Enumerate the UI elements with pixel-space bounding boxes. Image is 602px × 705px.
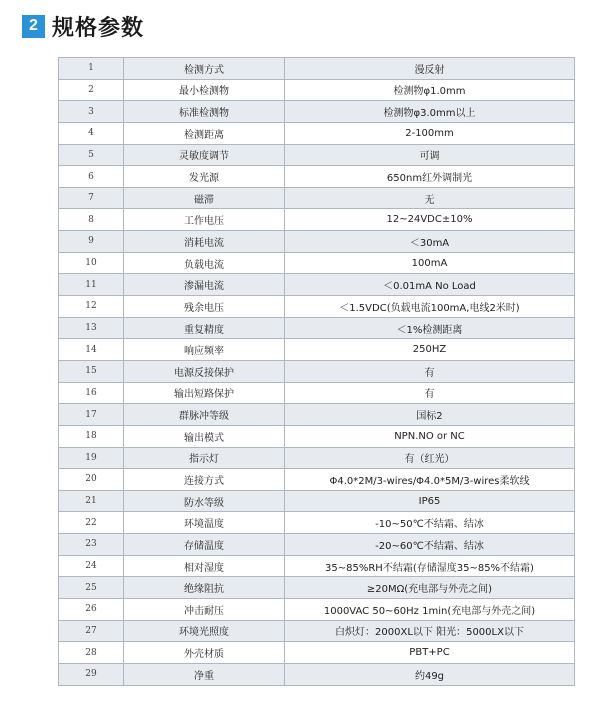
- spec-value: 有（红光）: [285, 447, 575, 469]
- spec-value: 35~85%RH不结霜(存储湿度35~85%不结霜): [285, 555, 575, 577]
- spec-row: [59, 317, 575, 339]
- spec-name: 绝缘阻抗: [124, 577, 285, 599]
- spec-row: [59, 144, 575, 166]
- spec-number: 5: [59, 144, 124, 166]
- spec-row: [59, 360, 575, 382]
- spec-name: 冲击耐压: [124, 599, 285, 621]
- spec-value: IP65: [285, 490, 575, 512]
- spec-value: ＜1%检测距离: [285, 317, 575, 339]
- spec-number: 28: [59, 642, 124, 664]
- spec-name: 环境温度: [124, 512, 285, 534]
- spec-row: [59, 620, 575, 642]
- spec-name: 重复精度: [124, 317, 285, 339]
- spec-number: 22: [59, 512, 124, 534]
- spec-row: [59, 404, 575, 426]
- spec-name: 工作电压: [124, 209, 285, 231]
- spec-value: 650nm红外调制光: [285, 166, 575, 188]
- spec-name: 连接方式: [124, 469, 285, 491]
- spec-name: 指示灯: [124, 447, 285, 469]
- spec-row: [59, 187, 575, 209]
- spec-value: 检测物φ3.0mm以上: [285, 101, 575, 123]
- spec-value: ＜0.01mA No Load: [285, 274, 575, 296]
- spec-name: 输出模式: [124, 425, 285, 447]
- section-number-badge: 2: [22, 15, 45, 38]
- spec-value: 检测物φ1.0mm: [285, 79, 575, 101]
- spec-row: [59, 252, 575, 274]
- spec-name: 输出短路保护: [124, 382, 285, 404]
- spec-number: 24: [59, 555, 124, 577]
- spec-row: [59, 296, 575, 318]
- spec-value: 国标2: [285, 404, 575, 426]
- spec-number: 25: [59, 577, 124, 599]
- spec-value: 100mA: [285, 252, 575, 274]
- spec-number: 21: [59, 490, 124, 512]
- spec-row: [59, 339, 575, 361]
- spec-name: 群脉冲等级: [124, 404, 285, 426]
- spec-number: 8: [59, 209, 124, 231]
- spec-number: 2: [59, 79, 124, 101]
- spec-value: 无: [285, 187, 575, 209]
- spec-name: 负载电流: [124, 252, 285, 274]
- spec-number: 1: [59, 58, 124, 80]
- spec-row: [59, 663, 575, 685]
- spec-row: [59, 101, 575, 123]
- spec-value: 有: [285, 360, 575, 382]
- spec-name: 磁滞: [124, 187, 285, 209]
- spec-row: [59, 642, 575, 664]
- spec-value: -20~60℃不结霜、结冰: [285, 534, 575, 556]
- spec-number: 12: [59, 296, 124, 318]
- spec-row: [59, 599, 575, 621]
- spec-name: 相对湿度: [124, 555, 285, 577]
- spec-value: 2-100mm: [285, 122, 575, 144]
- spec-number: 15: [59, 360, 124, 382]
- spec-row: [59, 231, 575, 253]
- spec-name: 检测距离: [124, 122, 285, 144]
- spec-row: [59, 534, 575, 556]
- spec-name: 渗漏电流: [124, 274, 285, 296]
- spec-row: [59, 577, 575, 599]
- spec-value: 可调: [285, 144, 575, 166]
- spec-row: [59, 122, 575, 144]
- spec-row: [59, 166, 575, 188]
- spec-number: 26: [59, 599, 124, 621]
- spec-number: 29: [59, 663, 124, 685]
- spec-number: 27: [59, 620, 124, 642]
- spec-row: [59, 490, 575, 512]
- spec-name: 残余电压: [124, 296, 285, 318]
- spec-row: [59, 58, 575, 80]
- spec-value: -10~50℃不结霜、结冰: [285, 512, 575, 534]
- spec-number: 20: [59, 469, 124, 491]
- spec-name: 外壳材质: [124, 642, 285, 664]
- spec-value: 12~24VDC±10%: [285, 209, 575, 231]
- spec-value: 约49g: [285, 663, 575, 685]
- spec-number: 13: [59, 317, 124, 339]
- spec-value: ＜1.5VDC(负载电流100mA,电线2米时): [285, 296, 575, 318]
- spec-row: [59, 425, 575, 447]
- spec-table-body: [59, 58, 575, 686]
- spec-value: ≥20MΩ(充电部与外壳之间): [285, 577, 575, 599]
- spec-name: 灵敏度调节: [124, 144, 285, 166]
- spec-number: 6: [59, 166, 124, 188]
- spec-number: 11: [59, 274, 124, 296]
- spec-name: 检测方式: [124, 58, 285, 80]
- spec-value: Φ4.0*2M/3-wires/Φ4.0*5M/3-wires柔软线: [285, 469, 575, 491]
- spec-row: [59, 79, 575, 101]
- spec-row: [59, 209, 575, 231]
- spec-number: 10: [59, 252, 124, 274]
- spec-name: 标准检测物: [124, 101, 285, 123]
- section-title: 规格参数: [52, 15, 145, 41]
- spec-number: 17: [59, 404, 124, 426]
- spec-name: 发光源: [124, 166, 285, 188]
- spec-value: 白炽灯：2000XL以下 阳光：5000LX以下: [285, 620, 575, 642]
- spec-row: [59, 447, 575, 469]
- spec-name: 消耗电流: [124, 231, 285, 253]
- spec-name: 存储温度: [124, 534, 285, 556]
- spec-number: 3: [59, 101, 124, 123]
- spec-number: 9: [59, 231, 124, 253]
- spec-number: 18: [59, 425, 124, 447]
- spec-value: 250HZ: [285, 339, 575, 361]
- spec-name: 最小检测物: [124, 79, 285, 101]
- spec-number: 14: [59, 339, 124, 361]
- spec-value: 1000VAC 50~60Hz 1min(充电部与外壳之间): [285, 599, 575, 621]
- spec-row: [59, 555, 575, 577]
- spec-number: 4: [59, 122, 124, 144]
- spec-name: 防水等级: [124, 490, 285, 512]
- spec-row: [59, 382, 575, 404]
- spec-number: 7: [59, 187, 124, 209]
- section-header: [22, 12, 144, 40]
- spec-table: [58, 57, 575, 686]
- spec-row: [59, 512, 575, 534]
- spec-value: PBT+PC: [285, 642, 575, 664]
- spec-number: 23: [59, 534, 124, 556]
- spec-name: 电源反接保护: [124, 360, 285, 382]
- spec-name: 环境光照度: [124, 620, 285, 642]
- spec-name: 净重: [124, 663, 285, 685]
- spec-value: 有: [285, 382, 575, 404]
- spec-number: 16: [59, 382, 124, 404]
- spec-value: NPN.NO or NC: [285, 425, 575, 447]
- spec-row: [59, 274, 575, 296]
- spec-row: [59, 469, 575, 491]
- spec-name: 响应频率: [124, 339, 285, 361]
- spec-value: 漫反射: [285, 58, 575, 80]
- spec-number: 19: [59, 447, 124, 469]
- spec-value: ＜30mA: [285, 231, 575, 253]
